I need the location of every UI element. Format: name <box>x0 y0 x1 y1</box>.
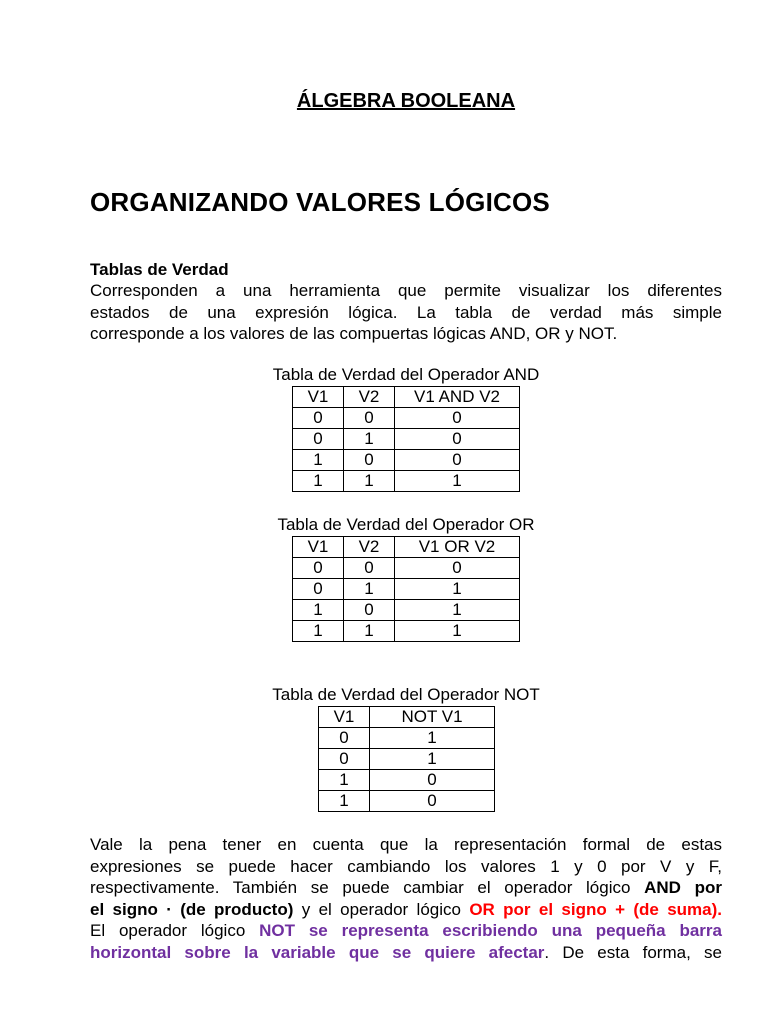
table-cell: 0 <box>344 450 395 471</box>
table-row <box>293 621 520 642</box>
table-cell: 1 <box>395 600 520 621</box>
table-cell: 1 <box>293 471 344 492</box>
table-cell: 0 <box>395 429 520 450</box>
table-row <box>293 429 520 450</box>
table-cell: 0 <box>293 579 344 600</box>
subsection-heading: Tablas de Verdad <box>90 260 229 279</box>
column-header: V2 <box>344 387 395 408</box>
table-cell: 1 <box>293 600 344 621</box>
column-header: V1 <box>293 537 344 558</box>
and-emphasis: AND por <box>644 878 722 897</box>
table-row <box>319 770 495 791</box>
table-cell: 0 <box>319 749 370 770</box>
intro-line: corresponde a los valores de las compuertas lógicas AND, OR y NOT. <box>90 324 618 343</box>
table-cell: 1 <box>344 621 395 642</box>
or-red-emphasis: OR por el signo + (de suma). <box>469 899 722 919</box>
table-header-row <box>319 707 495 728</box>
table-row <box>319 749 495 770</box>
closing-text: . De esta forma, se <box>544 942 722 962</box>
column-header: V1 OR V2 <box>395 537 520 558</box>
column-header: V1 <box>319 707 370 728</box>
table-row <box>293 471 520 492</box>
intro-paragraph <box>90 280 722 345</box>
table-cell: 0 <box>344 600 395 621</box>
closing-line <box>90 920 722 942</box>
table-cell: 1 <box>395 579 520 600</box>
intro-line: estados de una expresión lógica. La tabla de verdad más simple <box>90 302 722 322</box>
table-row <box>293 558 520 579</box>
table-cell: 0 <box>344 558 395 579</box>
closing-paragraph <box>90 834 722 963</box>
closing-line <box>90 942 722 964</box>
table-cell: 1 <box>319 770 370 791</box>
document-title: ÁLGEBRA BOOLEANA <box>296 90 516 112</box>
table-cell: 1 <box>344 579 395 600</box>
table-cell: 1 <box>293 621 344 642</box>
table-cell: 0 <box>370 791 495 812</box>
and-truth-table <box>292 386 520 492</box>
and-table-caption: Tabla de Verdad del Operador AND <box>272 365 540 384</box>
table-header-row <box>293 387 520 408</box>
table-row <box>293 600 520 621</box>
table-cell: 1 <box>344 429 395 450</box>
closing-text: El operador lógico <box>90 921 260 940</box>
column-header: NOT V1 <box>370 707 495 728</box>
closing-line <box>90 877 722 899</box>
table-cell: 0 <box>395 408 520 429</box>
table-cell: 1 <box>395 471 520 492</box>
or-truth-table <box>292 536 520 642</box>
table-cell: 1 <box>344 471 395 492</box>
table-row <box>319 728 495 749</box>
closing-text: respectivamente. También se puede cambiar el operador lógico <box>90 878 645 897</box>
column-header: V1 <box>293 387 344 408</box>
table-row <box>293 408 520 429</box>
closing-text: Vale la pena tener en cuenta que la representación formal de estas <box>90 835 722 854</box>
section-heading: ORGANIZANDO VALORES LÓGICOS <box>90 187 550 217</box>
or-table-caption: Tabla de Verdad del Operador OR <box>277 515 535 534</box>
closing-line <box>90 834 722 856</box>
table-header-row <box>293 537 520 558</box>
table-cell: 0 <box>370 770 495 791</box>
table-cell: 0 <box>395 450 520 471</box>
table-cell: 1 <box>370 749 495 770</box>
table-cell: 0 <box>293 429 344 450</box>
not-purple-emphasis: horizontal sobre la variable que se quiere afectar <box>90 942 545 962</box>
table-cell: 1 <box>293 450 344 471</box>
table-cell: 0 <box>395 558 520 579</box>
table-cell: 1 <box>395 621 520 642</box>
table-cell: 0 <box>293 558 344 579</box>
table-cell: 0 <box>344 408 395 429</box>
not-truth-table <box>318 706 495 812</box>
table-cell: 0 <box>319 728 370 749</box>
closing-text: y el operador lógico <box>293 899 470 919</box>
table-cell: 1 <box>319 791 370 812</box>
intro-line: Corresponden a una herramienta que permite visualizar los diferentes <box>90 281 722 300</box>
table-row <box>319 791 495 812</box>
closing-line <box>90 899 722 921</box>
table-cell: 0 <box>293 408 344 429</box>
closing-text: expresiones se puede hacer cambiando los valores 1 y 0 por V y F, <box>90 856 722 876</box>
not-purple-emphasis: NOT se representa escribiendo una pequeña barra <box>259 921 722 940</box>
product-sign-emphasis: el signo · (de producto) <box>90 899 294 919</box>
table-cell: 1 <box>370 728 495 749</box>
table-row <box>293 450 520 471</box>
table-row <box>293 579 520 600</box>
column-header: V2 <box>344 537 395 558</box>
not-table-caption: Tabla de Verdad del Operador NOT <box>272 685 540 704</box>
column-header: V1 AND V2 <box>395 387 520 408</box>
closing-line <box>90 856 722 878</box>
